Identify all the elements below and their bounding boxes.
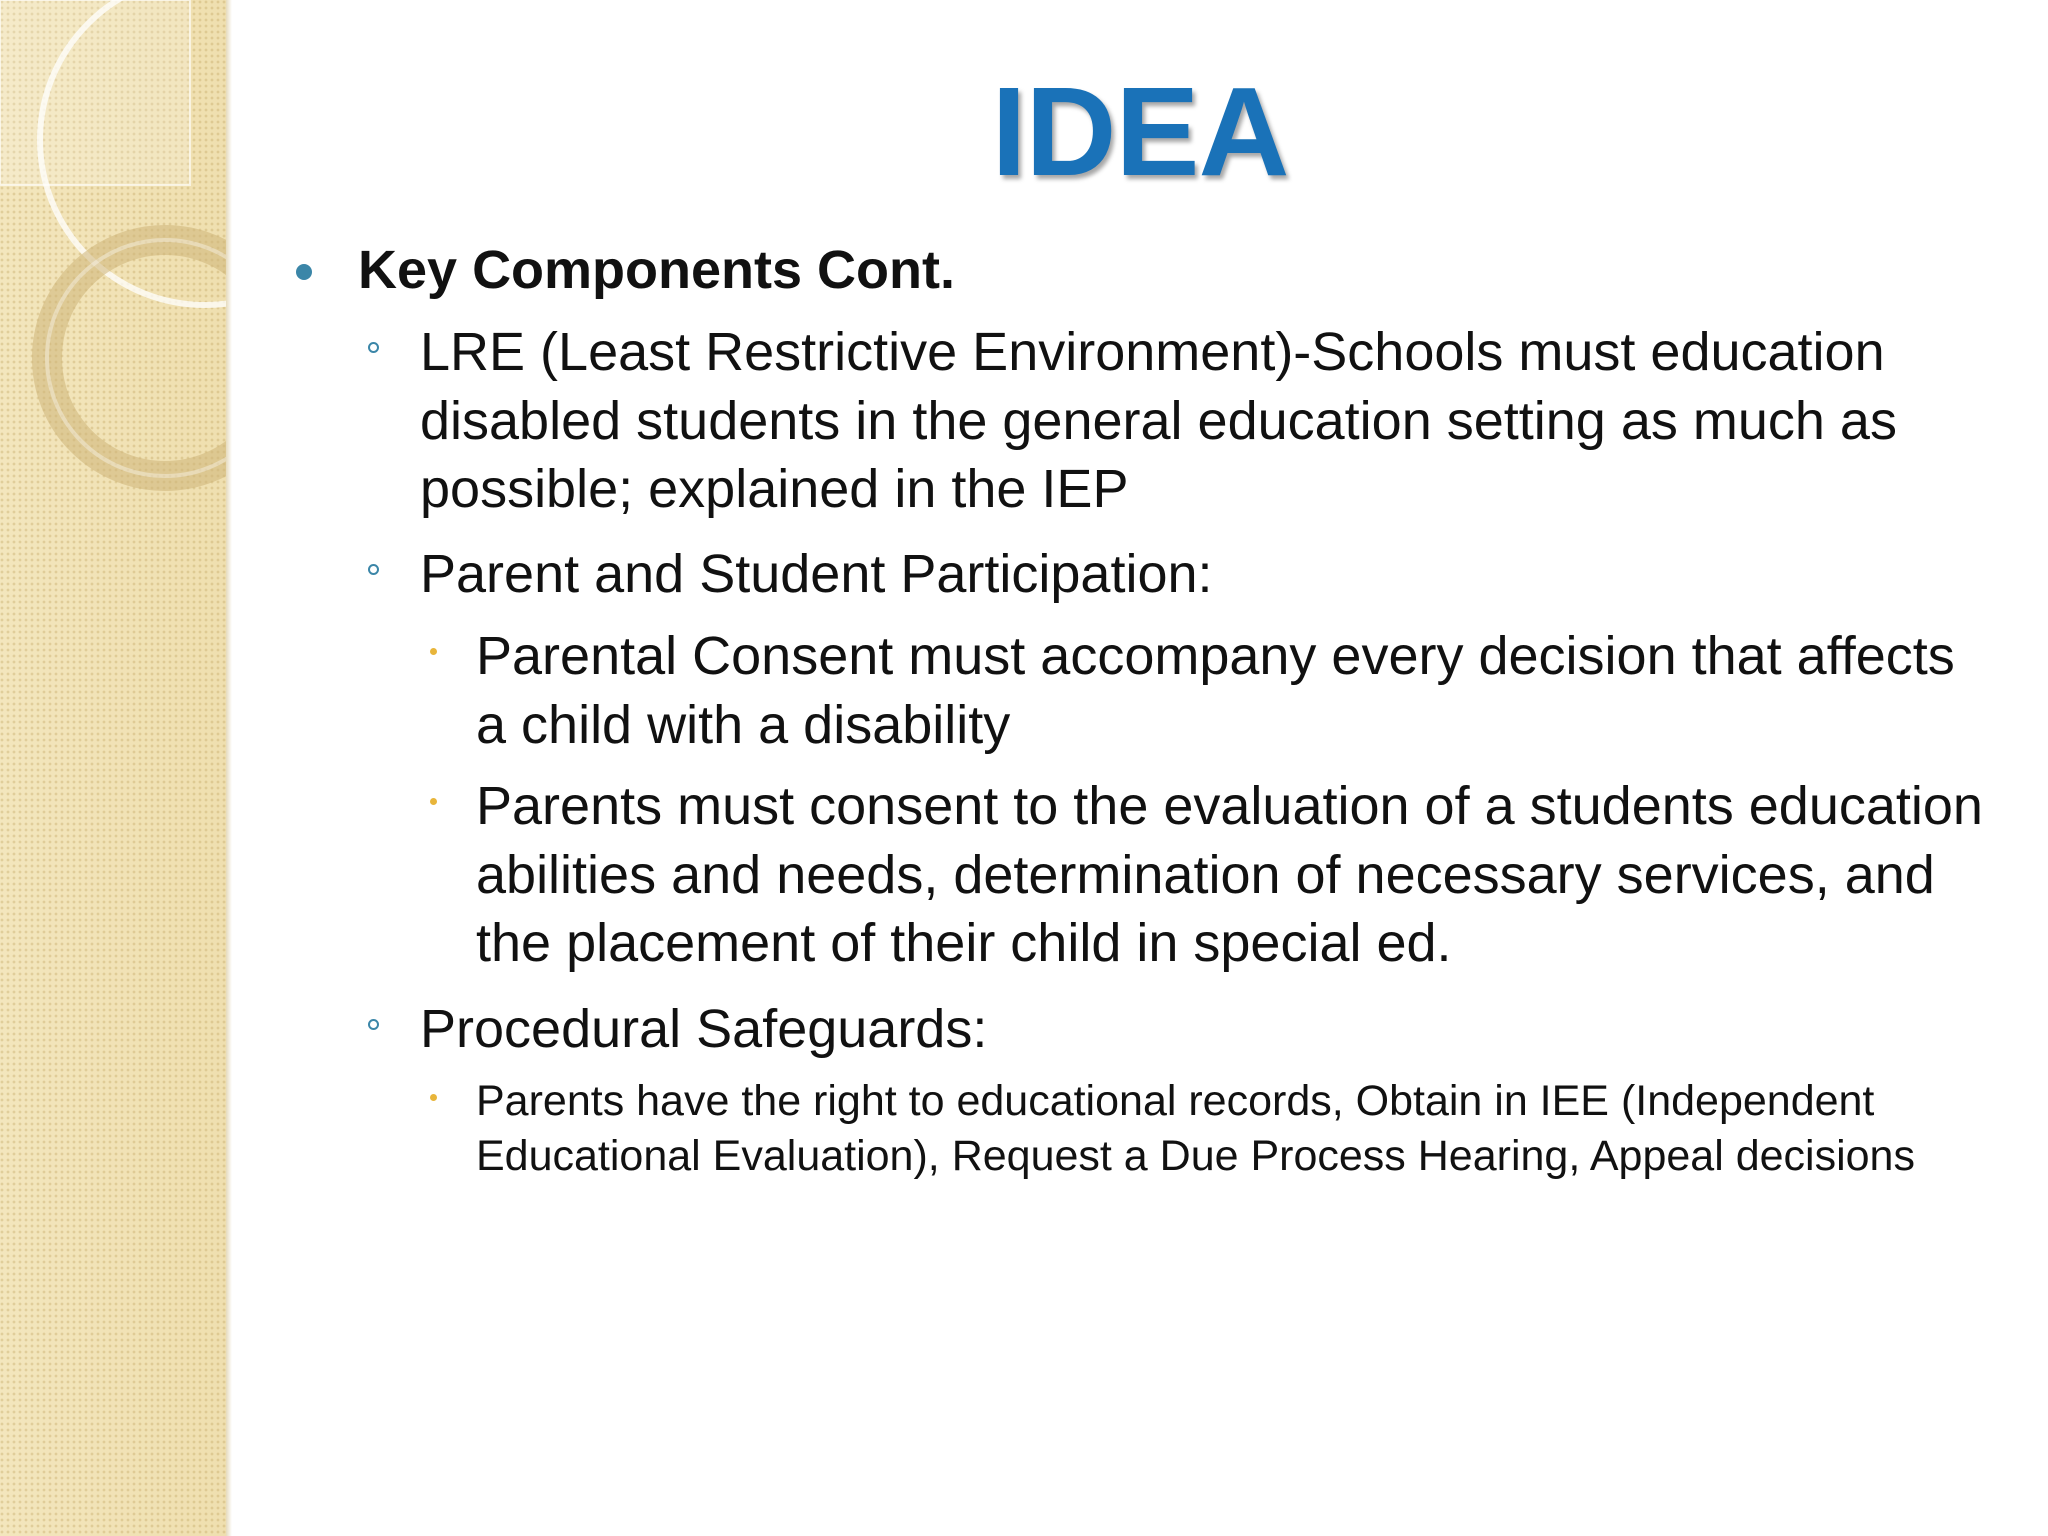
side-strip-edge bbox=[226, 0, 232, 1536]
decorative-circles bbox=[0, 0, 226, 1536]
bullet-text: LRE (Least Restrictive Environment)-Schools must education disabled students in the general education setting as much as possible; explained in the IEP bbox=[420, 322, 1897, 519]
sub-bullet-lre bbox=[420, 318, 2000, 524]
bullet-text: Parent and Student Participation: bbox=[420, 544, 1213, 604]
small-dot-bullet-icon bbox=[430, 648, 437, 655]
hollow-circle-bullet-icon bbox=[368, 1019, 379, 1030]
bullet-dot-icon bbox=[296, 264, 312, 280]
small-dot-bullet-icon bbox=[430, 1094, 437, 1101]
bullet-key-components bbox=[358, 238, 1958, 302]
sub-sub-bullet-rights bbox=[476, 1074, 1996, 1183]
hollow-circle-bullet-icon bbox=[368, 342, 379, 353]
sub-bullet-participation bbox=[420, 540, 2000, 609]
sub-bullet-safeguards bbox=[420, 995, 2000, 1064]
bullet-text: Parental Consent must accompany every decision that affects a child with a disability bbox=[476, 626, 1955, 755]
small-dot-bullet-icon bbox=[430, 798, 437, 805]
slide-title: IDEA bbox=[991, 61, 1289, 202]
bullet-text: Key Components Cont. bbox=[358, 240, 956, 300]
sub-sub-bullet-evaluation bbox=[476, 772, 1996, 978]
bullet-text: Parents must consent to the evaluation of a students education abilities and needs, determination of necessary services, and the placement of their child in special ed. bbox=[476, 776, 1983, 973]
bullet-text: Parents have the right to educational records, Obtain in IEE (Independent Educational Evaluation), Request a Due Process Hearing, Appeal decisions bbox=[476, 1077, 1915, 1180]
decorative-side-strip bbox=[0, 0, 226, 1536]
sub-sub-bullet-consent bbox=[476, 622, 1996, 759]
hollow-circle-bullet-icon bbox=[368, 564, 379, 575]
bullet-text: Procedural Safeguards: bbox=[420, 999, 988, 1059]
